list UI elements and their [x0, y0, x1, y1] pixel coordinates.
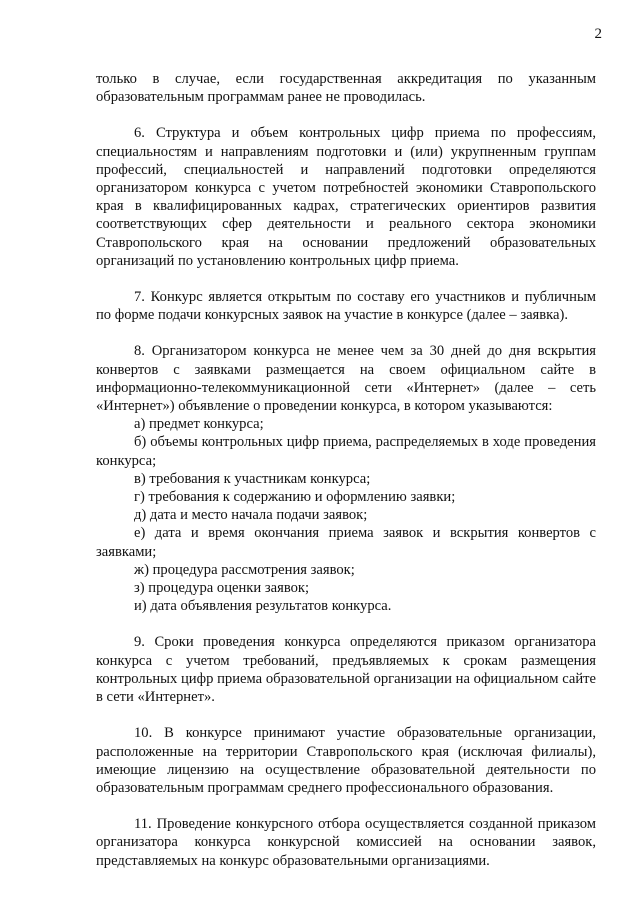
list-item-zh: ж) процедура рассмотрения заявок;: [134, 561, 355, 578]
paragraph-11: 11. Проведение конкурсного отбора осуществляется созданной приказом организатора конкурса конкурсной комиссией на основании заявок, представляемых на конкурс образовательными организациями.: [96, 816, 596, 869]
page-number: 2: [594, 26, 602, 42]
document-body: [96, 70, 596, 870]
paragraph-10: 10. В конкурсе принимают участие образовательные организации, расположенные на территории Ставропольского края (исключая филиалы), имеющие лицензию на осуществление образовательной деятельности по образовательным программам среднего профессионального образования.: [96, 725, 596, 796]
paragraph-7: 7. Конкурс является открытым по составу его участников и публичным по форме подачи конкурсных заявок на участие в конкурсе (далее – заявка).: [96, 289, 596, 324]
paragraph-continuation: только в случае, если государственная аккредитация по указанным образовательным программам ранее не проводилась.: [96, 71, 596, 106]
list-item-e: е) дата и время окончания приема заявок и вскрытия конвертов с заявками;: [96, 525, 596, 560]
list-item-b: б) объемы контрольных цифр приема, распределяемых в ходе проведения конкурса;: [96, 434, 596, 469]
list-item-g: г) требования к содержанию и оформлению заявки;: [134, 489, 456, 506]
paragraph-8: 8. Организатором конкурса не менее чем за 30 дней до дня вскрытия конвертов с заявками размещается на своем официальном сайте в информационно-телекоммуникационной сети «Интернет» (далее – сеть «Интернет») объявление о проведении конкурса, в котором указываются:: [96, 343, 596, 415]
paragraph-6: 6. Структура и объем контрольных цифр приема по профессиям, специальностям и направлениям подготовки и (или) укрупненным группам профессий, специальностей и направлений подготовки определяются организатором конкурса с учетом потребностей экономики Ставропольского края в квалифицированных кадрах, стратегических ориентиров развития соответствующих сфер деятельности и реального сектора экономики Ставропольского края на основании предложений образовательных организаций по установлению контрольных цифр приема.: [96, 125, 596, 269]
list-item-i: и) дата объявления результатов конкурса.: [134, 598, 392, 615]
paragraph-9: 9. Сроки проведения конкурса определяются приказом организатора конкурса с учетом требований, предъявляемых к срокам размещения контрольных цифр приема образовательной организации на официальном сайте в сети «Интернет».: [96, 634, 596, 706]
list-item-a: а) предмет конкурса;: [134, 416, 264, 433]
list-item-v: в) требования к участникам конкурса;: [134, 470, 371, 487]
list-item-z: з) процедура оценки заявок;: [134, 580, 310, 597]
list-item-d: д) дата и место начала подачи заявок;: [134, 507, 368, 524]
